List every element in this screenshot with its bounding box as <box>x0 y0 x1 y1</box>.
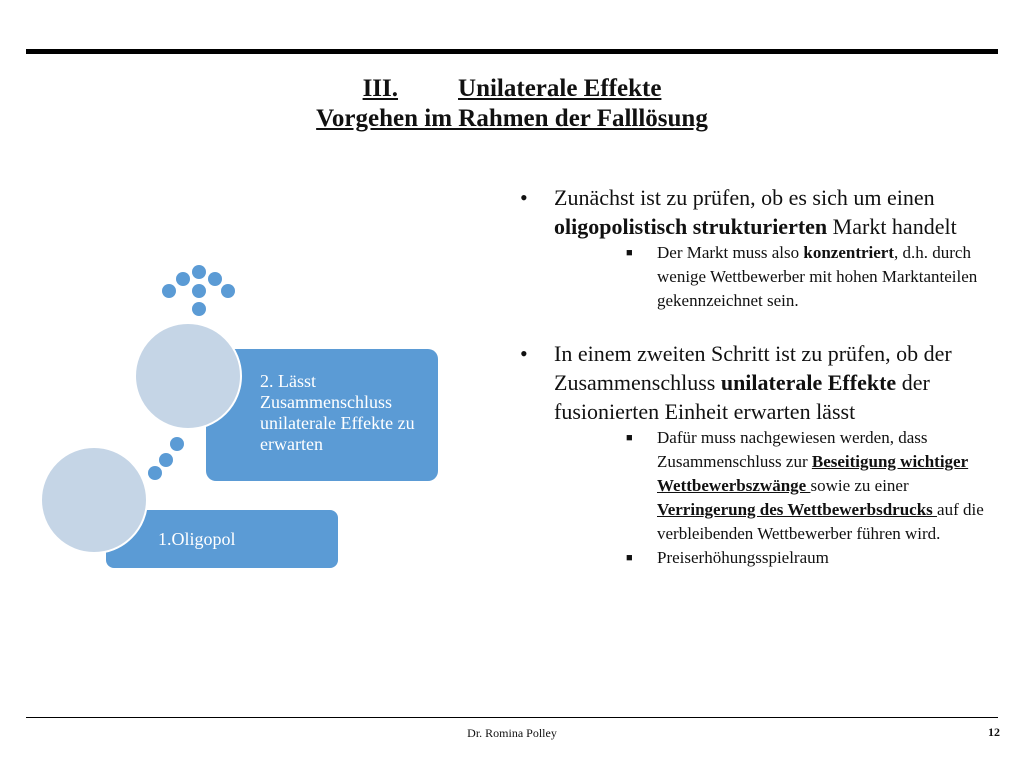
sub-bullet-item <box>520 426 990 546</box>
sub-bullet-underlined-text: Verringerung des Wettbewerbsdrucks <box>657 500 938 519</box>
bullet-text: Zunächst ist zu prüfen, ob es sich um einen <box>554 185 935 210</box>
sub-bullet-text: , d.h. durch wenige Wettbewerber mit hohen Marktanteilen gekennzeichnet sein. <box>657 243 978 310</box>
decor-dot <box>159 453 173 467</box>
bullet-marker: • <box>520 185 528 210</box>
bullet-bold-text: oligopolistisch strukturierten <box>554 214 828 239</box>
title-line-1 <box>0 74 1024 104</box>
page-number: 12 <box>988 725 1000 739</box>
decor-dot <box>176 272 190 286</box>
decor-dot <box>148 466 162 480</box>
sub-bullet-marker: ■ <box>626 247 633 259</box>
step-1-circle <box>40 446 148 554</box>
bullet-item <box>520 183 990 241</box>
title-number: III. <box>362 75 399 102</box>
decor-dot <box>170 437 184 451</box>
sub-bullet-bold-text: konzentriert <box>803 243 895 262</box>
footer-author: Dr. Romina Polley <box>467 726 557 740</box>
top-rule <box>26 49 998 54</box>
bullet-marker: • <box>520 341 528 366</box>
bullet-text: In einem zweiten Schritt ist zu prüfen, ob der Zusammenschluss <box>554 341 952 395</box>
decor-dot <box>192 284 206 298</box>
title-line-2: Vorgehen im Rahmen der Falllösung <box>316 105 708 132</box>
title-text: Unilaterale Effekte <box>458 75 662 102</box>
bullet-text: der fusionierten Einheit erwarten lässt <box>554 370 930 424</box>
sub-bullet-text: auf die verbleibenden Wettbewerber führen wird. <box>657 500 984 543</box>
step-2-circle <box>134 322 242 430</box>
step-2-label: 2. Lässt Zusammenschluss unilaterale Effekte zu erwarten <box>260 371 415 454</box>
decor-dot <box>221 284 235 298</box>
bullet-text: Markt handelt <box>827 214 957 239</box>
sub-bullet-marker: ■ <box>626 552 633 564</box>
bullet-list <box>520 183 990 570</box>
decor-dot <box>162 284 176 298</box>
sub-bullet-text: Preiserhöhungsspielraum <box>657 548 829 567</box>
sub-bullet-item <box>520 546 990 570</box>
bottom-rule <box>26 717 998 718</box>
sub-bullet-underlined-text: Beseitigung wichtiger Wettbewerbszwänge <box>657 452 969 495</box>
decor-dot <box>208 272 222 286</box>
decor-dot <box>192 265 206 279</box>
sub-bullet-text: sowie zu einer <box>810 476 909 495</box>
slide-title <box>0 74 1024 134</box>
sub-bullet-marker: ■ <box>626 432 633 444</box>
sub-bullet-item <box>520 241 990 313</box>
bullet-bold-text: unilaterale Effekte <box>720 370 897 395</box>
sub-bullet-text: Der Markt muss also <box>657 243 804 262</box>
step-1-label: 1.Oligopol <box>158 529 236 549</box>
sub-bullet-text: Dafür muss nachgewiesen werden, dass Zusammenschluss zur <box>657 428 928 471</box>
bullet-item <box>520 339 990 426</box>
decor-dot <box>192 302 206 316</box>
